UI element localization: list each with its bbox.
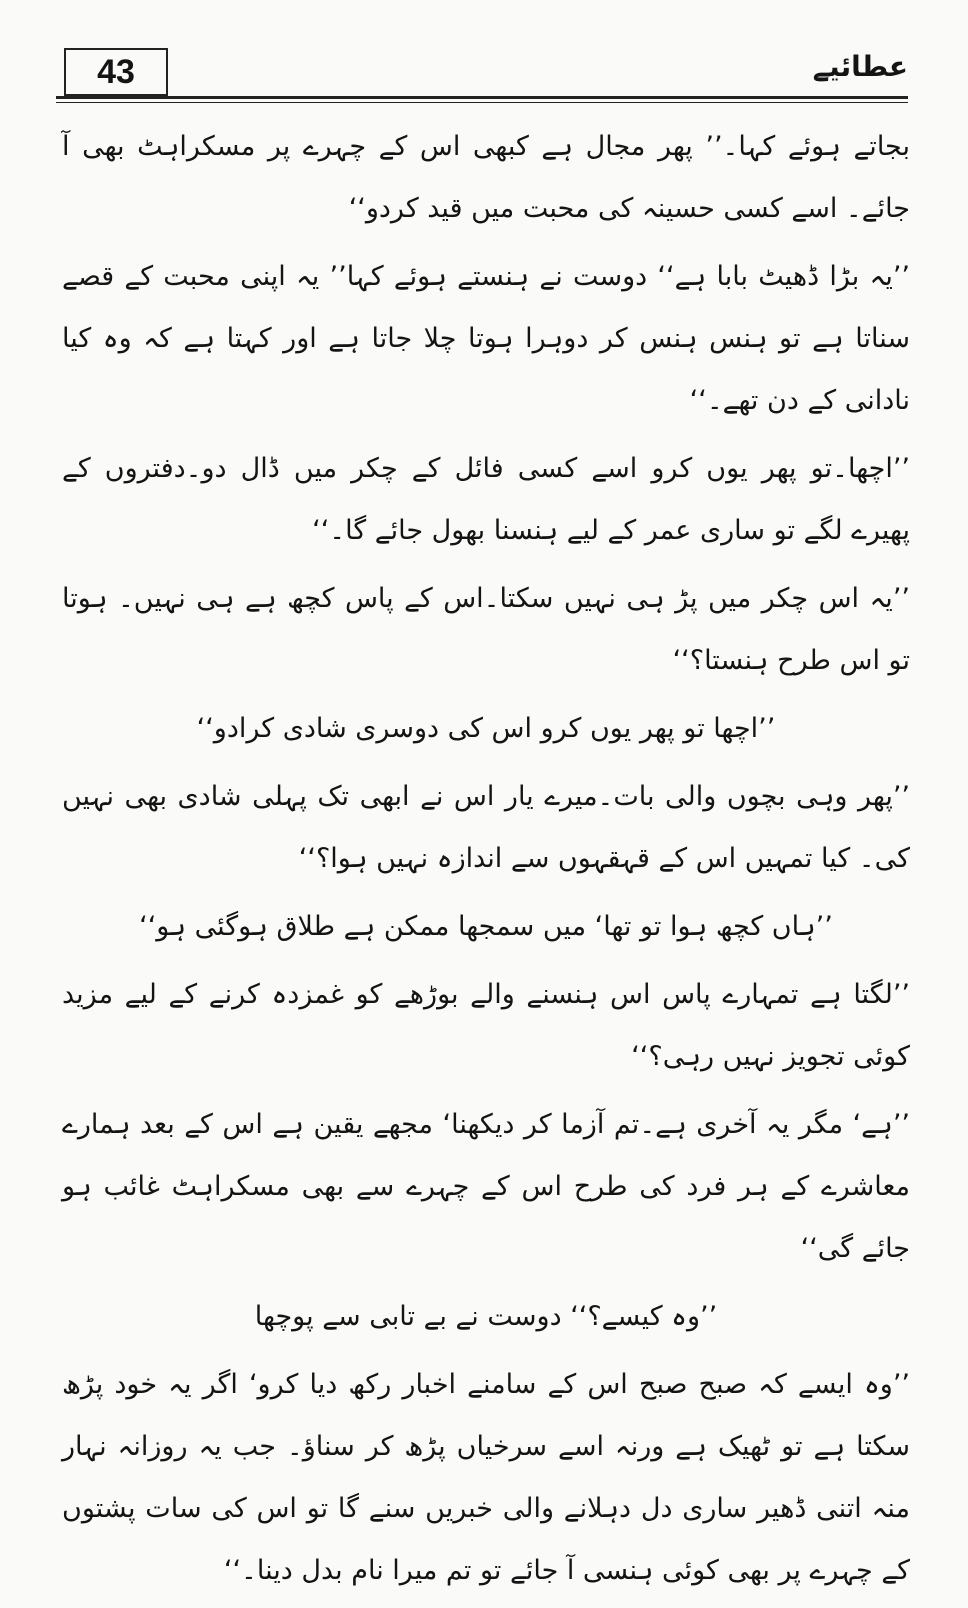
paragraph: ’’یہ بڑا ڈھیٹ بابا ہے‘‘ دوست نے ہنستے ہوئے کہا’’ یہ اپنی محبت کے قصے سناتا ہے تو ہنس ہنس کر دوہرا ہوتا چلا جاتا ہے اور کہتا ہے کہ وہ کیا نادانی کے دن تھے۔‘‘ [62, 261, 910, 416]
header-rule-thin [56, 102, 908, 103]
paragraph: ’’وہ کیسے؟‘‘ دوست نے بے تابی سے پوچھا [254, 1301, 718, 1332]
page-header [56, 44, 908, 102]
paragraph: ’’اچھا۔تو پھر یوں کرو اسے کسی فائل کے چکر میں ڈال دو۔دفتروں کے پھیرے لگے تو ساری عمر کے لیے ہنسنا بھول جائے گا۔‘‘ [62, 453, 910, 546]
paragraph: ’’ہے‘ مگر یہ آخری ہے۔تم آزما کر دیکھنا‘ مجھے یقین ہے اس کے بعد ہمارے معاشرے کے ہر فرد کی طرح اس کے چہرے سے بھی مسکراہٹ غائب ہو جائے گی‘‘ [62, 1109, 910, 1264]
body-text [62, 116, 910, 1608]
paragraph: بجاتے ہوئے کہا۔’’ پھر مجال ہے کبھی اس کے چہرے پر مسکراہٹ بھی آ جائے۔ اسے کسی حسینہ کی محبت میں قید کردو‘‘ [62, 131, 910, 224]
paragraph: ’’لگتا ہے تمہارے پاس اس ہنسنے والے بوڑھے کو غمزدہ کرنے کے لیے مزید کوئی تجویز نہیں رہی؟‘‘ [62, 979, 910, 1072]
page-number: 43 [64, 48, 168, 96]
paragraph: ’’وہ ایسے کہ صبح صبح اس کے سامنے اخبار رکھ دیا کرو‘ اگر یہ خود پڑھ سکتا ہے تو ٹھیک ہے ورنہ اسے سرخیاں پڑھ کر سناؤ۔ جب یہ روزانہ نہار منہ اتنی ڈھیر ساری دل دہلانے والی خبریں سنے گا تو اس کی سات پشتوں کے چہرے پر بھی کوئی ہنسی آ جائے تو تم میرا نام بدل دینا۔‘‘ [62, 1369, 910, 1586]
paragraph: ’’اچھا تو پھر یوں کرو اس کی دوسری شادی کرادو‘‘ [196, 713, 776, 744]
paragraph: ’’یہ اس چکر میں پڑ ہی نہیں سکتا۔اس کے پاس کچھ ہے ہی نہیں۔ ہوتا تو اس طرح ہنستا؟‘‘ [62, 583, 910, 676]
running-title: عطائیے [812, 50, 908, 83]
header-rule-thick [56, 96, 908, 99]
paragraph: ’’ہاں کچھ ہوا تو تھا‘ میں سمجھا ممکن ہے طلاق ہوگئی ہو‘‘ [139, 911, 833, 942]
paragraph: ’’پھر وہی بچوں والی بات۔میرے یار اس نے ابھی تک پہلی شادی بھی نہیں کی۔ کیا تمہیں اس کے قہقہوں سے اندازہ نہیں ہوا؟‘‘ [62, 781, 910, 874]
